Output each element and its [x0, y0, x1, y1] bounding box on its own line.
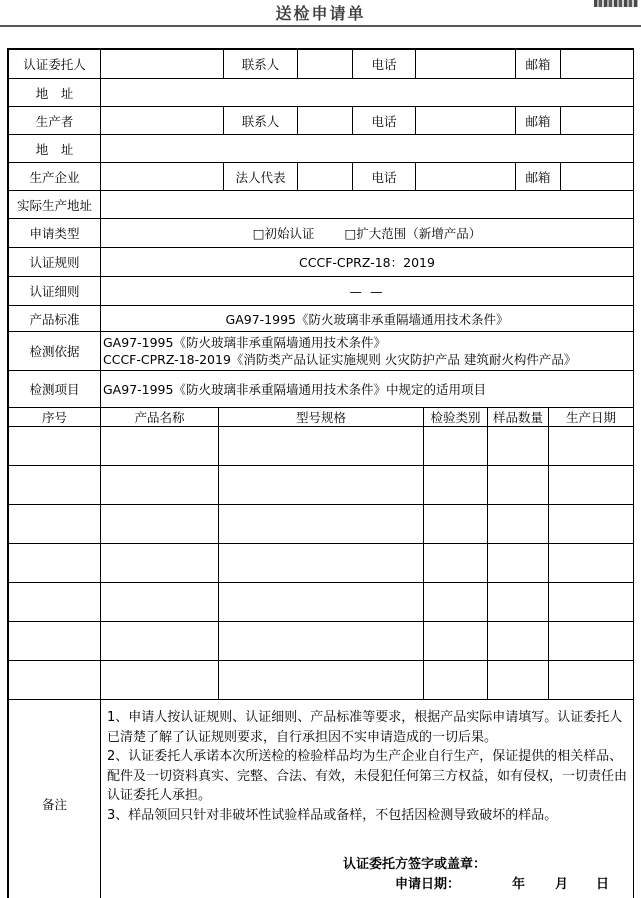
products-header-row	[9, 408, 634, 427]
product-cell[interactable]	[9, 583, 101, 622]
product-cell[interactable]	[219, 505, 424, 544]
applicant-phone-cell[interactable]	[416, 50, 516, 79]
application-type-label: 申请类型	[9, 219, 101, 248]
corner-stamp-artifact	[594, 0, 638, 7]
producer-phone-cell[interactable]	[416, 107, 516, 135]
product-cell[interactable]	[9, 505, 101, 544]
product-cell[interactable]	[219, 583, 424, 622]
product-standard-label: 产品标准	[9, 306, 101, 332]
product-cell[interactable]	[549, 466, 634, 505]
producer-contact-cell[interactable]	[298, 107, 353, 135]
remark-table	[8, 700, 634, 898]
checkbox-scope-expansion[interactable]: □扩大范围（新增产品）	[344, 226, 482, 241]
remark-label: 备注	[9, 700, 101, 898]
applicant-value-cell[interactable]	[101, 50, 224, 79]
product-cell[interactable]	[549, 622, 634, 661]
product-row	[9, 427, 634, 466]
remark-note-1: 1、申请人按认证规则、认证细则、产品标准等要求，根据产品实际申请填写。认证委托人已清楚了解了认证规则要求，自行承担因不实申请造成的一切后果。	[107, 710, 623, 745]
test-basis-row	[9, 332, 634, 371]
test-items-value: GA97-1995《防火玻璃非承重隔墙通用技术条件》中规定的适用项目	[101, 371, 634, 408]
factory-legal-rep-label: 法人代表	[224, 163, 298, 191]
certification-detail-label: 认证细则	[9, 277, 101, 306]
product-cell[interactable]	[101, 427, 219, 466]
factory-phone-label: 电话	[353, 163, 416, 191]
factory-email-cell[interactable]	[561, 163, 634, 191]
applicant-contact-cell[interactable]	[298, 50, 353, 79]
title-divider	[0, 25, 641, 27]
product-cell[interactable]	[424, 427, 488, 466]
product-cell[interactable]	[488, 505, 549, 544]
certification-detail-row	[9, 277, 634, 306]
certification-rule-label: 认证规则	[9, 248, 101, 277]
product-row	[9, 622, 634, 661]
product-cell[interactable]	[549, 544, 634, 583]
application-form-table	[7, 48, 634, 898]
product-cell[interactable]	[424, 544, 488, 583]
product-cell[interactable]	[101, 544, 219, 583]
product-cell[interactable]	[101, 661, 219, 700]
product-cell[interactable]	[219, 466, 424, 505]
application-date-line	[395, 875, 627, 895]
product-cell[interactable]	[549, 505, 634, 544]
producer-address-cell[interactable]	[101, 135, 634, 163]
product-cell[interactable]	[9, 544, 101, 583]
applicant-label: 认证委托人	[9, 50, 101, 79]
product-cell[interactable]	[488, 583, 549, 622]
product-cell[interactable]	[101, 583, 219, 622]
factory-row	[9, 163, 634, 191]
product-cell[interactable]	[219, 427, 424, 466]
product-row	[9, 505, 634, 544]
product-cell[interactable]	[101, 505, 219, 544]
producer-email-label: 邮箱	[516, 107, 561, 135]
product-cell[interactable]	[9, 661, 101, 700]
producer-address-label: 地 址	[9, 135, 101, 163]
applicant-row	[9, 50, 634, 79]
remark-row	[9, 700, 634, 898]
product-cell[interactable]	[488, 466, 549, 505]
checkbox-initial-certification[interactable]: □初始认证	[252, 226, 315, 241]
factory-label: 生产企业	[9, 163, 101, 191]
test-items-row	[9, 371, 634, 408]
col-header-inspection-type: 检验类别	[424, 408, 488, 427]
product-cell[interactable]	[488, 661, 549, 700]
product-cell[interactable]	[424, 583, 488, 622]
col-header-index: 序号	[9, 408, 101, 427]
application-type-cell	[101, 219, 634, 248]
producer-address-row	[9, 135, 634, 163]
test-items-label: 检测项目	[9, 371, 101, 408]
applicant-email-label: 邮箱	[516, 50, 561, 79]
product-cell[interactable]	[549, 427, 634, 466]
test-basis-label: 检测依据	[9, 332, 101, 371]
product-cell[interactable]	[9, 466, 101, 505]
date-year-label: 年	[512, 877, 526, 892]
factory-email-label: 邮箱	[516, 163, 561, 191]
applicant-address-cell[interactable]	[101, 79, 634, 107]
remark-note-3: 3、样品领回只针对非破坏性试验样品或备样，不包括因检测导致破坏的样品。	[107, 807, 558, 823]
product-cell[interactable]	[488, 544, 549, 583]
test-basis-line1: GA97-1995《防火玻璃非承重隔墙通用技术条件》	[103, 335, 386, 350]
product-cell[interactable]	[219, 544, 424, 583]
producer-phone-label: 电话	[353, 107, 416, 135]
applicant-contact-label: 联系人	[224, 50, 298, 79]
producer-value-cell[interactable]	[101, 107, 224, 135]
date-day-label: 日	[596, 877, 610, 892]
test-basis-value	[101, 332, 634, 371]
product-cell[interactable]	[101, 622, 219, 661]
col-header-production-date: 生产日期	[549, 408, 634, 427]
product-standard-value: GA97-1995《防火玻璃非承重隔墙通用技术条件》	[101, 306, 634, 332]
remark-note-2: 2、认证委托人承诺本次所送检的检验样品均为生产企业自行生产，保证提供的相关样品、配件及一切资料真实、完整、合法、有效，未侵犯任何第三方权益，如有侵权，一切责任由认证委托人承担。	[107, 749, 628, 803]
product-cell[interactable]	[488, 622, 549, 661]
product-cell[interactable]	[424, 661, 488, 700]
production-address-row	[9, 191, 634, 219]
product-row	[9, 544, 634, 583]
product-cell[interactable]	[101, 466, 219, 505]
production-address-cell[interactable]	[101, 191, 634, 219]
producer-label: 生产者	[9, 107, 101, 135]
certification-rule-value: CCCF-CPRZ-18：2019	[101, 248, 634, 277]
applicant-address-row	[9, 79, 634, 107]
product-row	[9, 583, 634, 622]
product-row	[9, 466, 634, 505]
applicant-email-cell[interactable]	[561, 50, 634, 79]
col-header-product-name: 产品名称	[101, 408, 219, 427]
factory-phone-cell[interactable]	[416, 163, 516, 191]
factory-legal-rep-cell[interactable]	[298, 163, 353, 191]
signature-label: 认证委托方签字或盖章：	[343, 857, 487, 872]
col-header-sample-qty: 样品数量	[488, 408, 549, 427]
product-cell[interactable]	[9, 427, 101, 466]
products-table	[8, 408, 634, 700]
product-cell[interactable]	[549, 661, 634, 700]
applicant-address-label: 地 址	[9, 79, 101, 107]
certification-rule-row	[9, 248, 634, 277]
info-section-table	[8, 49, 634, 408]
product-row	[9, 661, 634, 700]
product-cell[interactable]	[488, 427, 549, 466]
producer-row	[9, 107, 634, 135]
product-cell[interactable]	[424, 466, 488, 505]
producer-contact-label: 联系人	[224, 107, 298, 135]
application-date-label: 申请日期：	[395, 877, 461, 892]
product-standard-row	[9, 306, 634, 332]
remark-content-cell	[101, 700, 634, 898]
test-basis-line2: CCCF-CPRZ-18-2019《消防类产品认证实施规则 火灾防护产品 建筑耐火构件产品》	[103, 352, 577, 367]
product-cell[interactable]	[549, 583, 634, 622]
applicant-phone-label: 电话	[353, 50, 416, 79]
product-cell[interactable]	[219, 622, 424, 661]
producer-email-cell[interactable]	[561, 107, 634, 135]
date-month-label: 月	[555, 877, 569, 892]
product-cell[interactable]	[424, 622, 488, 661]
factory-value-cell[interactable]	[101, 163, 224, 191]
product-cell[interactable]	[219, 661, 424, 700]
col-header-model-spec: 型号规格	[219, 408, 424, 427]
application-type-row	[9, 219, 634, 248]
product-cell[interactable]	[9, 622, 101, 661]
page-title: 送检申请单	[275, 4, 366, 23]
production-address-label: 实际生产地址	[9, 191, 101, 219]
product-cell[interactable]	[424, 505, 488, 544]
certification-detail-value: — —	[101, 277, 634, 306]
